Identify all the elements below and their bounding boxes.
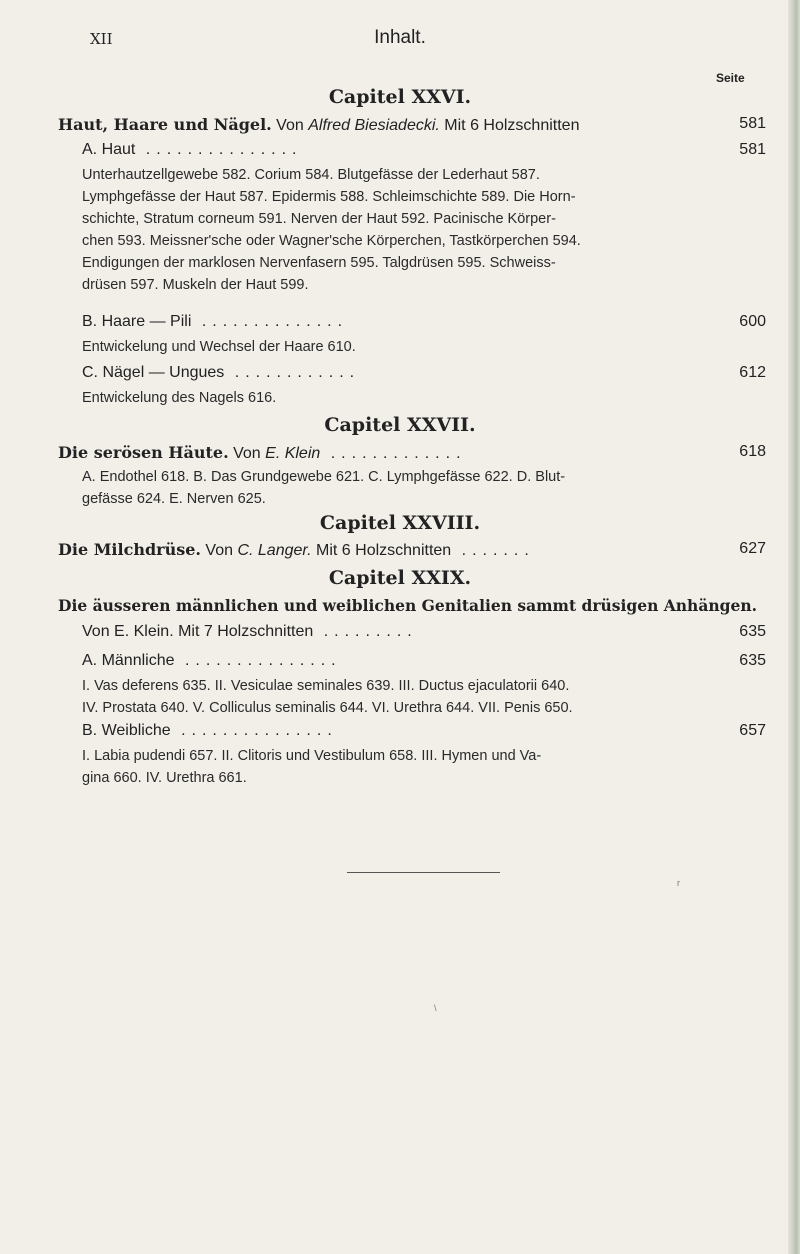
page-ref: 600	[739, 313, 766, 330]
page-number: XII	[90, 30, 113, 48]
author-prefix: Von	[82, 623, 110, 640]
section-entry[interactable]	[82, 652, 342, 670]
text-line: Entwickelung und Wechsel der Haare 610.	[82, 339, 356, 355]
text-line: drüsen 597. Muskeln der Haut 599.	[82, 277, 309, 293]
entry-author: E. Klein.	[114, 623, 174, 640]
entry-note: Mit 6 Holzschnitten	[444, 117, 580, 134]
entry-title: Die serösen Häute.	[58, 443, 229, 462]
dot-leader: ...............	[174, 652, 342, 669]
section-contents	[82, 336, 356, 358]
section-entry[interactable]	[82, 364, 360, 382]
section-label: A. Männliche	[82, 652, 175, 669]
chapter-heading: Capitel XXIX.	[328, 567, 472, 589]
section-entry[interactable]	[82, 313, 348, 331]
section-entry[interactable]	[82, 722, 338, 740]
text-line: IV. Prostata 640. V. Colliculus seminalis 644. VI. Urethra 644. VII. Penis 650.	[82, 700, 573, 716]
text-line: I. Vas deferens 635. II. Vesiculae seminales 639. III. Ductus ejaculatorii 640.	[82, 678, 570, 694]
author-prefix: Von	[205, 542, 233, 559]
stray-mark: \	[434, 1003, 437, 1013]
text-line: chen 593. Meissner'sche oder Wagner'sche Körperchen, Tastkörperchen 594.	[82, 233, 581, 249]
text-line: A. Endothel 618. B. Das Grundgewebe 621. C. Lymphgefässe 622. D. Blut-	[82, 469, 566, 485]
page-ref: 581	[739, 141, 766, 158]
dot-leader: ...............	[170, 722, 338, 739]
entry-author: E. Klein	[265, 445, 321, 462]
text-line: Lymphgefässe der Haut 587. Epidermis 588. Schleimschichte 589. Die Horn-	[82, 189, 576, 205]
text-line: Endigungen der marklosen Nervenfasern 595. Talgdrüsen 595. Schweiss-	[82, 255, 556, 271]
text-line: schichte, Stratum corneum 591. Nerven der Haut 592. Pacinische Körper-	[82, 211, 556, 227]
chapter-heading: Capitel XXVI.	[328, 86, 472, 108]
page-ref: 618	[739, 443, 766, 460]
section-entry[interactable]	[82, 141, 302, 159]
dot-leader: .............	[320, 445, 467, 462]
section-contents	[82, 675, 573, 719]
page-ref: 635	[739, 623, 766, 640]
seite-label: Seite	[716, 71, 745, 85]
page-ref: 612	[739, 364, 766, 381]
entry-title: Die äusseren männlichen und weiblichen Genitalien sammt drüsigen Anhängen.	[58, 596, 757, 615]
section-contents	[82, 745, 541, 789]
dot-leader: .......	[451, 542, 535, 559]
text-line: Unterhautzellgewebe 582. Corium 584. Blutgefässe der Lederhaut 587.	[82, 167, 540, 183]
section-label: B. Weibliche	[82, 722, 171, 739]
entry-author: C. Langer.	[237, 542, 312, 559]
entry-note: Mit 6 Holzschnitten	[316, 542, 452, 559]
text-line: I. Labia pudendi 657. II. Clitoris und Vestibulum 658. III. Hymen und Va-	[82, 748, 542, 764]
stray-mark: r	[677, 878, 680, 888]
author-prefix: Von	[233, 445, 261, 462]
end-rule	[347, 872, 500, 873]
page-ref: 627	[739, 540, 766, 557]
section-contents	[82, 387, 276, 409]
entry-note: Mit 7 Holzschnitten	[178, 623, 314, 640]
chapter-heading: Capitel XXVIII.	[319, 512, 481, 534]
section-contents	[82, 466, 565, 510]
entry-title: Haut, Haare und Nägel.	[58, 115, 272, 134]
dot-leader: ............	[224, 364, 361, 381]
page-ref: 657	[739, 722, 766, 739]
entry-author: Alfred Biesiadecki.	[308, 117, 440, 134]
chapter-heading: Capitel XXVII.	[324, 414, 476, 436]
dot-leader: ...............	[135, 141, 303, 158]
dot-leader: .........	[313, 623, 418, 640]
text-line: gefässe 624. E. Nerven 625.	[82, 491, 266, 507]
page-ref: 581	[739, 115, 766, 132]
text-line: Entwickelung des Nagels 616.	[82, 390, 277, 406]
entry-title: Die Milchdrüse.	[58, 540, 201, 559]
section-label: B. Haare — Pili	[82, 313, 192, 330]
text-line: gina 660. IV. Urethra 661.	[82, 770, 247, 786]
page-ref: 635	[739, 652, 766, 669]
dot-leader: ..............	[191, 313, 349, 330]
section-contents	[82, 164, 581, 296]
running-title: Inhalt.	[374, 27, 426, 48]
author-prefix: Von	[276, 117, 304, 134]
entry-author-line[interactable]	[82, 623, 418, 641]
section-label: A. Haut	[82, 141, 136, 158]
section-label: C. Nägel — Ungues	[82, 364, 225, 381]
page-edge	[788, 0, 800, 1254]
